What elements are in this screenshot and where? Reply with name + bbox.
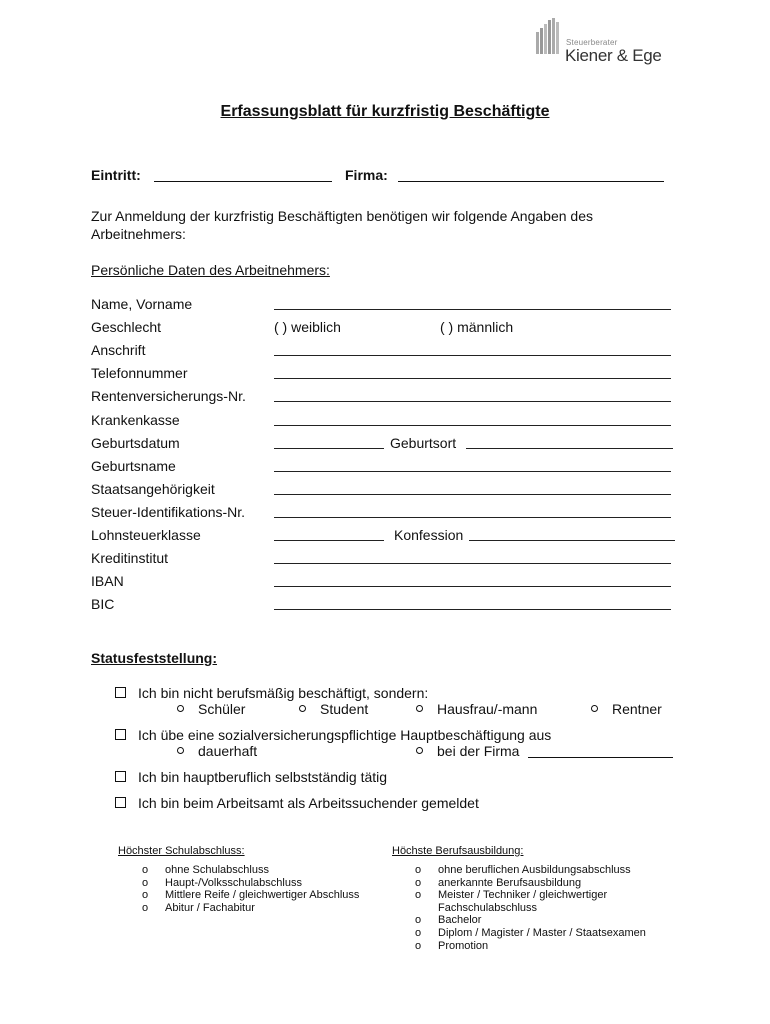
field-row xyxy=(91,550,681,570)
bei-der-firma-field[interactable] xyxy=(528,743,673,758)
page-title: Erfassungsblatt für kurzfristig Beschäftigte xyxy=(220,103,550,120)
list-item xyxy=(415,914,646,927)
status-item-selbststaendig[interactable] xyxy=(115,769,387,785)
field-row xyxy=(91,504,681,524)
field-row xyxy=(91,296,681,316)
list-item xyxy=(142,877,359,890)
bullet-icon: o xyxy=(142,889,149,902)
field-row xyxy=(91,458,681,478)
field-label: Geschlecht xyxy=(91,319,162,336)
intro-text: Zur Anmeldung der kurzfristig Beschäftigten benötigen wir folgende Angaben des Arbeitnehmers: xyxy=(91,208,593,242)
list-item xyxy=(415,927,646,940)
list-item-label: Haupt-/Volksschulabschluss xyxy=(165,876,302,889)
field-input[interactable] xyxy=(274,540,384,541)
field-input[interactable] xyxy=(274,401,671,402)
option-label: bei der Firma xyxy=(437,743,520,759)
option-rentner[interactable] xyxy=(591,701,662,717)
option-label: Schüler xyxy=(198,701,246,717)
checkbox-icon[interactable] xyxy=(115,771,126,782)
field-input[interactable] xyxy=(274,517,671,518)
option-schueler[interactable] xyxy=(177,701,245,717)
field-input[interactable] xyxy=(274,471,671,472)
option-hausfrau[interactable] xyxy=(416,701,537,717)
field-label: Geburtsdatum xyxy=(91,434,180,451)
option-bei-der-firma[interactable] xyxy=(416,743,519,759)
field-label: Kreditinstitut xyxy=(91,550,169,567)
logo-subtitle: Steuerberater xyxy=(566,38,618,47)
status-heading: Statusfeststellung: xyxy=(91,650,218,666)
field-input[interactable] xyxy=(274,586,671,587)
option-student[interactable] xyxy=(299,701,368,717)
logo-name: Kiener & Ege xyxy=(565,46,662,65)
field-label: Anschrift xyxy=(91,342,146,359)
field-label: Geburtsort xyxy=(390,434,457,451)
bullet-icon xyxy=(416,747,423,754)
eintritt-label: Eintritt: xyxy=(91,167,141,183)
status-item-label: Ich bin nicht berufsmäßig beschäftigt, sondern: xyxy=(138,685,429,701)
status-item-label: Ich bin hauptberuflich selbstständig tätig xyxy=(138,769,388,785)
status-item-arbeitssuchend[interactable] xyxy=(115,795,479,811)
list-item xyxy=(142,902,359,915)
beruf-list xyxy=(415,864,646,952)
building-logo-icon xyxy=(536,18,562,54)
bullet-icon xyxy=(416,705,423,712)
status-item-not-professional[interactable] xyxy=(115,685,428,701)
option-label: Student xyxy=(320,701,369,717)
field-input[interactable] xyxy=(274,609,671,610)
checkbox-icon[interactable] xyxy=(115,687,126,698)
bullet-icon xyxy=(591,705,598,712)
field-row xyxy=(91,342,681,362)
option-label: Rentner xyxy=(612,701,662,717)
list-item-label: Abitur / Fachabitur xyxy=(165,901,255,914)
field-input[interactable] xyxy=(466,448,673,449)
list-item xyxy=(415,940,646,953)
list-item-label: anerkannte Berufsausbildung xyxy=(438,876,582,889)
field-input[interactable] xyxy=(274,378,671,379)
eintritt-field[interactable] xyxy=(154,167,332,182)
firma-label: Firma: xyxy=(345,167,388,183)
field-label: Geburtsname xyxy=(91,457,176,474)
field-row xyxy=(91,596,681,616)
bullet-icon xyxy=(177,705,184,712)
field-label: Name, Vorname xyxy=(91,296,193,312)
field-label: Lohnsteuerklasse xyxy=(91,527,201,543)
option-label: Hausfrau/-mann xyxy=(437,701,538,717)
field-input[interactable] xyxy=(274,494,671,495)
field-input[interactable] xyxy=(274,355,671,356)
schul-list xyxy=(142,864,359,914)
beruf-heading: Höchste Berufsausbildung: xyxy=(392,845,524,857)
list-item-label: Promotion xyxy=(438,939,489,952)
list-item-label: Fachschulabschluss xyxy=(438,901,538,914)
list-item xyxy=(142,889,359,902)
bullet-icon: o xyxy=(415,889,422,902)
bullet-icon: o xyxy=(142,901,149,914)
option-dauerhaft[interactable] xyxy=(177,743,257,759)
bullet-icon: o xyxy=(142,876,149,889)
bullet-icon: o xyxy=(415,939,422,952)
field-input[interactable] xyxy=(274,309,671,310)
field-label: Steuer-Identifikations-Nr. xyxy=(91,503,246,520)
checkbox-icon[interactable] xyxy=(115,797,126,808)
field-label: Staatsangehörigkeit xyxy=(91,480,215,497)
bullet-icon: o xyxy=(415,914,422,927)
field-row xyxy=(91,365,681,385)
bullet-icon: o xyxy=(142,864,149,876)
field-label: Telefonnummer xyxy=(91,365,188,382)
checkbox-icon[interactable] xyxy=(115,729,126,740)
list-item-label: Mittlere Reife / gleichwertiger Abschluss xyxy=(165,889,360,902)
list-item-label: Diplom / Magister / Master / Staatsexamen xyxy=(438,926,646,939)
list-item xyxy=(415,889,646,902)
field-label: Krankenkasse xyxy=(91,411,180,428)
field-label: Rentenversicherungs-Nr. xyxy=(91,388,246,405)
field-label: BIC xyxy=(91,596,115,613)
bullet-icon: o xyxy=(415,876,422,889)
list-item xyxy=(415,877,646,890)
bullet-icon xyxy=(299,705,306,712)
option-label: dauerhaft xyxy=(198,743,258,759)
bullet-icon xyxy=(177,747,184,754)
gender-option-weiblich[interactable]: ( ) weiblich xyxy=(274,319,341,336)
field-row xyxy=(91,412,681,432)
personal-section-heading: Persönliche Daten des Arbeitnehmers: xyxy=(91,262,330,278)
field-input[interactable] xyxy=(274,563,671,564)
field-row xyxy=(91,481,681,501)
list-item-label: Meister / Techniker / gleichwertiger xyxy=(438,889,608,902)
field-row xyxy=(91,527,681,547)
field-row xyxy=(91,388,681,408)
bullet-icon: o xyxy=(415,864,422,876)
field-label: Konfession xyxy=(394,527,464,543)
field-row xyxy=(91,435,681,455)
list-item-label: ohne Schulabschluss xyxy=(165,864,269,876)
field-input[interactable] xyxy=(274,425,671,426)
gender-option-maennlich[interactable]: ( ) männlich xyxy=(440,319,514,336)
list-item-label: ohne beruflichen Ausbildungsabschluss xyxy=(438,864,631,876)
list-item xyxy=(142,864,359,877)
status-item-label: Ich bin beim Arbeitsamt als Arbeitssuchender gemeldet xyxy=(138,795,479,811)
firma-field[interactable] xyxy=(398,167,664,182)
field-label: IBAN xyxy=(91,573,124,590)
field-input[interactable] xyxy=(469,540,675,541)
schul-heading: Höchster Schulabschluss: xyxy=(118,845,245,857)
list-item-label: Bachelor xyxy=(438,914,482,927)
list-item xyxy=(415,864,646,877)
field-row xyxy=(91,573,681,593)
status-item-hauptbeschaeftigung[interactable] xyxy=(115,727,551,743)
company-logo xyxy=(536,16,686,66)
list-item xyxy=(415,902,646,915)
field-row xyxy=(91,319,681,339)
field-input[interactable] xyxy=(274,448,384,449)
bullet-icon: o xyxy=(415,926,422,939)
status-item-label: Ich übe eine sozialversicherungspflichtige Hauptbeschäftigung aus xyxy=(138,727,552,743)
